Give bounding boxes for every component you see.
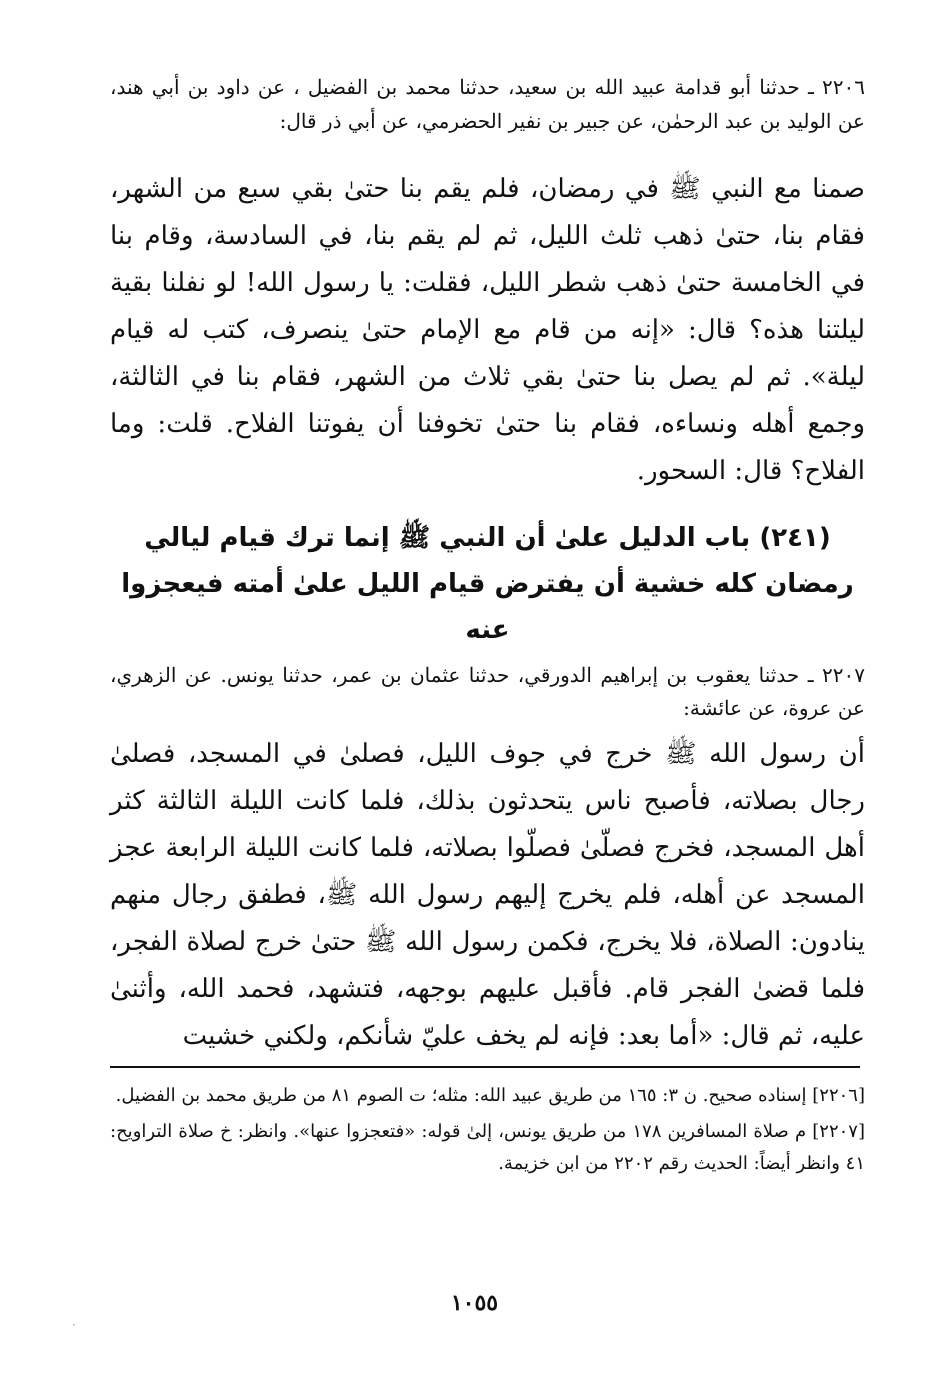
page-body xyxy=(110,70,865,1080)
chapter-heading: (٢٤١) باب الدليل علىٰ أن النبي ﷺ إنما ترك قيام ليالي رمضان كله خشية أن يفترض قيام الليل علىٰ أمته فيعجزوا عنه xyxy=(121,523,854,645)
footnote-divider xyxy=(110,1066,860,1068)
footnote-2207: [٢٢٠٧] م صلاة المسافرين ١٧٨ من طريق يونس، إلىٰ قوله: «فتعجزوا عنها». وانظر: خ صلاة التراويح: ٤١ وانظر أيضاً: الحديث رقم ٢٢٠٢ من ابن خزيمة. xyxy=(110,1121,865,1174)
scan-mark: · xyxy=(72,1318,76,1332)
page-number: ١٠٥٥ xyxy=(450,1290,499,1316)
footnote-2206: [٢٢٠٦] إسناده صحيح. ن ٣: ١٦٥ من طريق عبيد الله: مثله؛ ت الصوم ٨١ من طريق محمد بن الفضيل. xyxy=(115,1085,865,1106)
hadith-2206-isnad: ٢٢٠٦ ـ حدثنا أبو قدامة عبيد الله بن سعيد، حدثنا محمد بن الفضيل ، عن داود بن أبي هند، عن الوليد بن عبد الرحمٰن، عن جبير بن نفير الحضرمي، عن أبي ذر قال: xyxy=(110,75,865,133)
hadith-2207-isnad: ٢٢٠٧ ـ حدثنا يعقوب بن إبراهيم الدورقي، حدثنا عثمان بن عمر، حدثنا يونس. عن الزهري، عن عروة، عن عائشة: xyxy=(110,663,865,720)
hadith-2207-text: أن رسول الله ﷺ خرج في جوف الليل، فصلىٰ في المسجد، فصلىٰ رجال بصلاته، فأصبح ناس يتحدثون بذلك، فلما كانت الليلة الثالثة كثر أهل المسجد، فخرج فصلّىٰ فصلّوا بصلاته، فلما كانت الليلة الرابعة عجز المسجد عن أهله، فلم يخرج إليهم رسول الله ﷺ، فطفق رجال منهم ينادون: الصلاة، فلا يخرج، فكمن رسول الله ﷺ حتىٰ خرج لصلاة الفجر، فلما قضىٰ الفجر قام. فأقبل عليهم بوجهه، فتشهد، فحمد الله، وأثنىٰ عليه، ثم قال: «أما بعد: فإنه لم يخف عليّ شأنكم، ولكني خشيت xyxy=(110,739,865,1051)
footnotes xyxy=(110,1080,865,1184)
hadith-2206-text: صمنا مع النبي ﷺ في رمضان، فلم يقم بنا حتىٰ بقي سبع من الشهر، فقام بنا، حتىٰ ذهب ثلث الليل، ثم لم يقم بنا، في السادسة، وقام بنا في الخامسة حتىٰ ذهب شطر الليل، فقلت: يا رسول الله! لو نفلنا بقية ليلتنا هذه؟ قال: «إنه من قام مع الإمام حتىٰ ينصرف، كتب له قيام ليلة». ثم لم يصل بنا حتىٰ بقي ثلاث من الشهر، فقام بنا في الثالثة، وجمع أهله ونساءه، فقام بنا حتىٰ تخوفنا أن يفوتنا الفلاح. قلت: وما الفلاح؟ قال: السحور. xyxy=(110,174,865,486)
